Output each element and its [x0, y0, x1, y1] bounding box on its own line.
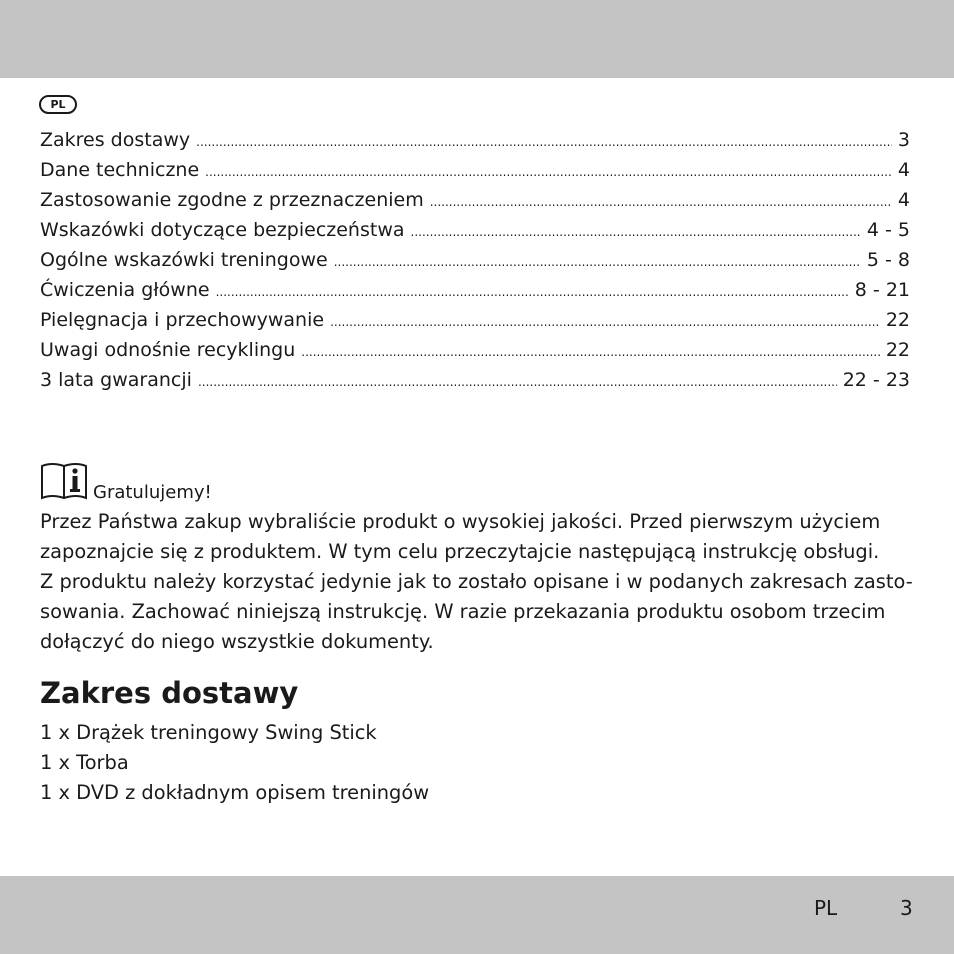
footer-band: [0, 876, 954, 954]
toc-entry[interactable]: [40, 185, 910, 215]
toc-entry[interactable]: [40, 305, 910, 335]
toc-entry-page: 4 - 5: [866, 219, 910, 241]
info-book-icon: [40, 460, 88, 500]
toc-entry-label: Ćwiczenia główne: [40, 279, 210, 301]
toc-entry[interactable]: [40, 125, 910, 155]
language-badge: PL: [39, 95, 77, 114]
toc-entry-label: Pielęgnacja i przechowywanie: [40, 309, 325, 331]
toc-entry-label: Wskazówki dotyczące bezpieczeństwa: [40, 219, 405, 241]
toc-entry-label: Ogólne wskazówki treningowe: [40, 249, 328, 271]
toc-entry-page: 4: [897, 159, 910, 181]
toc-entry[interactable]: [40, 245, 910, 275]
toc-leader-dots: [334, 245, 861, 275]
intro-line: Przez Państwa zakup wybraliście produkt o wysokiej jakości. Przed pierwszym użyciem: [40, 510, 881, 533]
toc-entry-page: 5 - 8: [866, 249, 910, 271]
toc-entry[interactable]: [40, 155, 910, 185]
intro-paragraph: [40, 507, 920, 657]
toc-leader-dots: [301, 335, 880, 365]
toc-entry-label: Zastosowanie zgodne z przeznaczeniem: [40, 189, 424, 211]
footer-language: PL: [814, 896, 838, 920]
toc-leader-dots: [430, 185, 892, 215]
header-band: [0, 0, 954, 78]
toc-entry[interactable]: [40, 275, 910, 305]
delivery-list: [40, 718, 429, 808]
toc-entry-label: Dane techniczne: [40, 159, 200, 181]
delivery-item: 1 x Drążek treningowy Swing Stick: [40, 721, 377, 744]
toc-entry[interactable]: [40, 365, 910, 395]
intro-line: Z produktu należy korzystać jedynie jak to zostało opisane i w podanych zakresach zasto-: [40, 570, 913, 593]
intro-line: zapoznajcie się z produktem. W tym celu przeczytajcie następującą instrukcję obsługi.: [40, 540, 880, 563]
toc-leader-dots: [216, 275, 849, 305]
toc-entry-page: 22 - 23: [842, 369, 910, 391]
intro-line: sowania. Zachować niniejszą instrukcję. W razie przekazania produktu osobom trzecim: [40, 600, 886, 623]
toc-entry-page: 4: [897, 189, 910, 211]
table-of-contents: [40, 125, 910, 395]
toc-entry-page: 22: [885, 309, 910, 331]
toc-entry[interactable]: [40, 335, 910, 365]
toc-entry-page: 22: [885, 339, 910, 361]
greeting-text: Gratulujemy!: [93, 482, 212, 503]
toc-leader-dots: [205, 155, 892, 185]
page-number: 3: [900, 896, 913, 920]
toc-entry-page: 8 - 21: [854, 279, 910, 301]
toc-leader-dots: [411, 215, 861, 245]
section-title: Zakres dostawy: [40, 676, 299, 710]
delivery-item: 1 x Torba: [40, 751, 129, 774]
toc-leader-dots: [330, 305, 880, 335]
toc-entry-label: 3 lata gwarancji: [40, 369, 192, 391]
delivery-item: 1 x DVD z dokładnym opisem treningów: [40, 781, 430, 804]
toc-entry-page: 3: [897, 129, 910, 151]
toc-leader-dots: [196, 125, 892, 155]
toc-entry-label: Zakres dostawy: [40, 129, 191, 151]
toc-leader-dots: [198, 365, 837, 395]
toc-entry[interactable]: [40, 215, 910, 245]
toc-entry-label: Uwagi odnośnie recyklingu: [40, 339, 296, 361]
intro-line: dołączyć do niego wszystkie dokumenty.: [40, 630, 434, 653]
